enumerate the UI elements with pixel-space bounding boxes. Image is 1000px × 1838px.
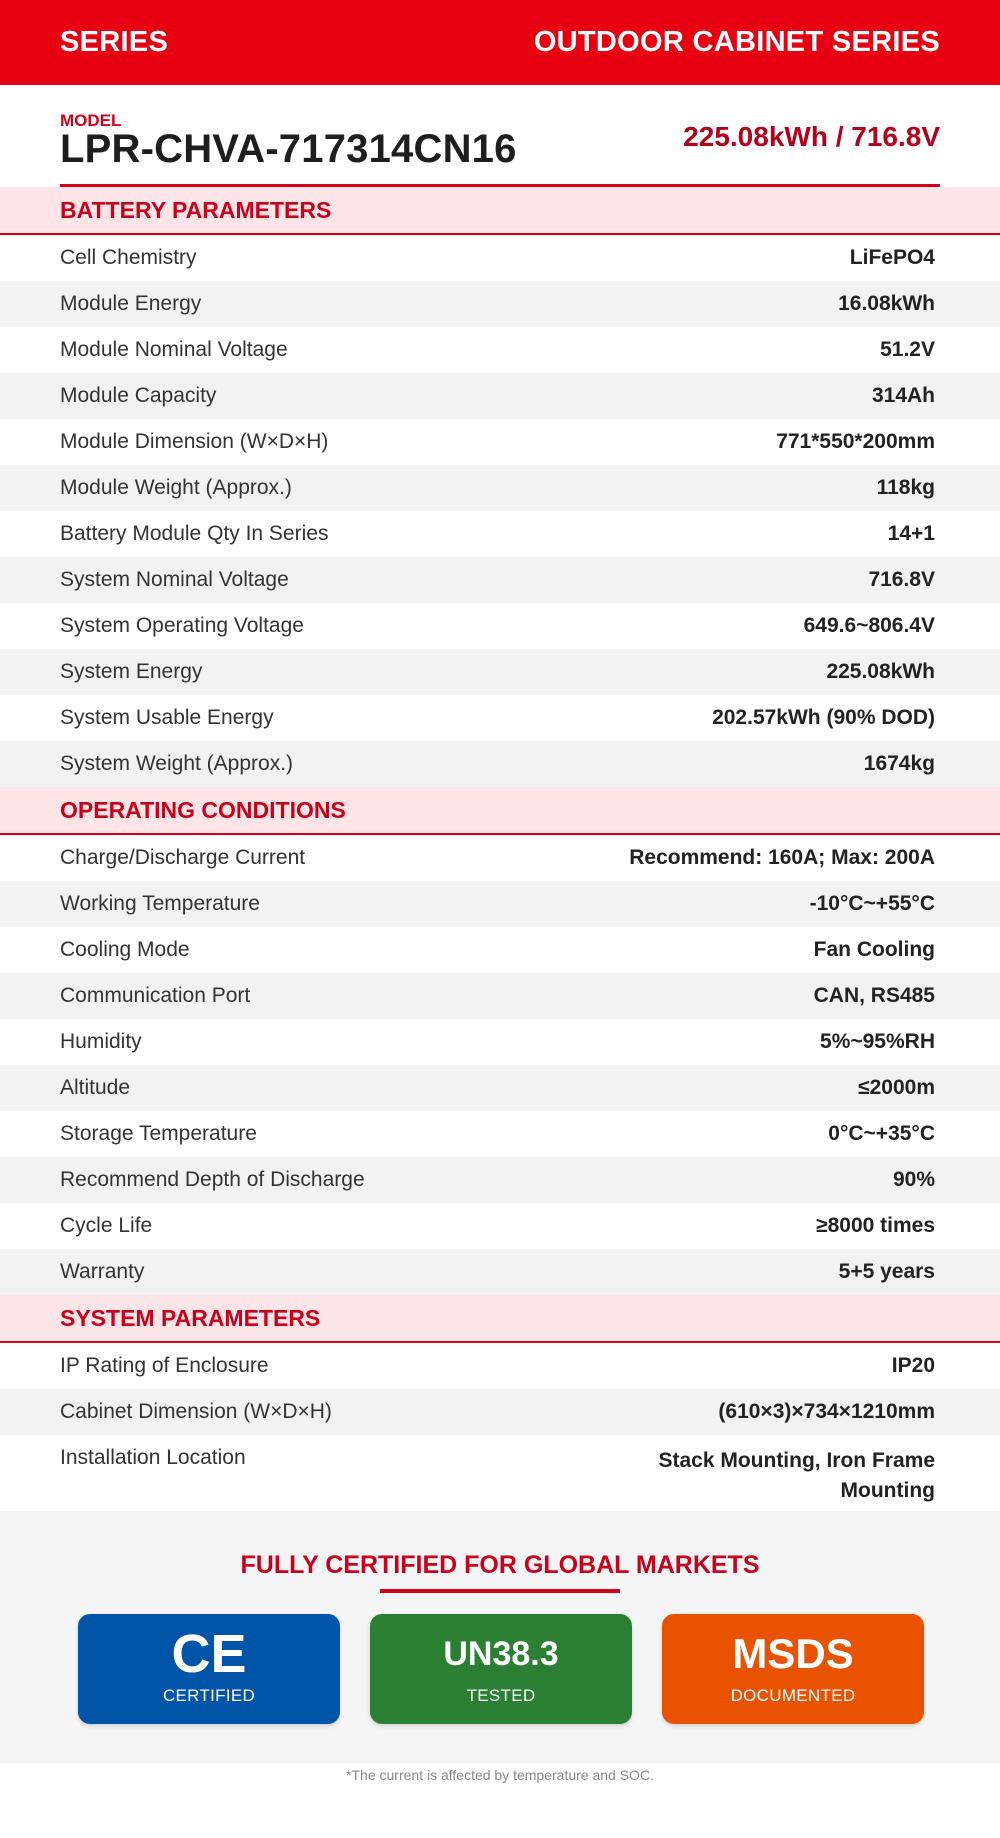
row-value: CAN, RS485 [813, 984, 935, 1007]
badge-main: CE [171, 1624, 247, 1684]
row-label: System Nominal Voltage [60, 568, 289, 591]
section-title: BATTERY PARAMETERS [60, 196, 332, 223]
table-row [0, 1157, 1000, 1203]
row-value: 716.8V [868, 568, 935, 591]
row-value: -10°C~+55°C [809, 892, 935, 915]
row-label: Cycle Life [60, 1214, 153, 1237]
row-value: 0°C~+35°C [828, 1122, 935, 1145]
row-label: System Energy [60, 660, 203, 683]
footnote: *The current is affected by temperature and SOC. [346, 1767, 654, 1783]
table-row [0, 511, 1000, 557]
table-row [0, 927, 1000, 973]
table-row [0, 649, 1000, 695]
un383-badge [370, 1614, 632, 1724]
table-row [0, 603, 1000, 649]
ce-badge [78, 1614, 340, 1724]
certifications-title: FULLY CERTIFIED FOR GLOBAL MARKETS [240, 1551, 760, 1579]
model-spec: 225.08kWh / 716.8V [683, 121, 940, 152]
table-row [0, 281, 1000, 327]
table-row [0, 557, 1000, 603]
row-label: Communication Port [60, 984, 251, 1007]
row-label: Altitude [60, 1076, 131, 1099]
row-label: Battery Module Qty In Series [60, 522, 329, 545]
table-row [0, 1249, 1000, 1295]
row-label: Installation Location [60, 1446, 246, 1469]
row-value: 771*550*200mm [776, 430, 935, 453]
row-label: Warranty [60, 1260, 145, 1283]
header-series-name: OUTDOOR CABINET SERIES [533, 26, 940, 58]
section-header-operating [0, 787, 1000, 835]
row-label: Humidity [60, 1030, 142, 1053]
table-row [0, 695, 1000, 741]
table-row [0, 1389, 1000, 1435]
operating-conditions-table [0, 835, 1000, 1295]
row-value: 202.57kWh (90% DOD) [712, 706, 935, 729]
certifications-panel [0, 1511, 1000, 1763]
table-row [0, 881, 1000, 927]
row-value: LiFePO4 [849, 246, 935, 269]
table-row [0, 1203, 1000, 1249]
table-row [0, 1343, 1000, 1389]
badge-main: MSDS [732, 1630, 854, 1677]
row-value: 225.08kWh [826, 660, 935, 683]
row-value: 118kg [876, 476, 935, 499]
badge-sub: DOCUMENTED [730, 1686, 856, 1705]
badge-sub: CERTIFIED [162, 1686, 256, 1705]
table-row [0, 235, 1000, 281]
header-series-label: SERIES [60, 26, 169, 58]
row-label: IP Rating of Enclosure [60, 1354, 269, 1377]
table-row [0, 1435, 1000, 1511]
badge-main: UN38.3 [443, 1635, 559, 1673]
table-row [0, 973, 1000, 1019]
row-label: Cabinet Dimension (W×D×H) [60, 1400, 332, 1423]
row-value: 16.08kWh [838, 292, 935, 315]
row-value: Fan Cooling [813, 938, 935, 961]
system-parameters-table [0, 1343, 1000, 1511]
row-value: ≥8000 times [816, 1214, 935, 1237]
table-row [0, 1065, 1000, 1111]
table-row [0, 1111, 1000, 1157]
badge-sub: TESTED [466, 1686, 536, 1705]
table-row [0, 835, 1000, 881]
section-header-battery [0, 187, 1000, 235]
row-value: 51.2V [880, 338, 935, 361]
row-value: 1674kg [863, 752, 935, 775]
section-header-system [0, 1295, 1000, 1343]
table-row [0, 419, 1000, 465]
row-label: Module Weight (Approx.) [60, 476, 292, 499]
row-label: System Operating Voltage [60, 614, 304, 637]
model-name: LPR-CHVA-717314CN16 [60, 127, 517, 171]
row-label: Charge/Discharge Current [60, 846, 306, 869]
model-label: MODEL [60, 111, 122, 130]
battery-parameters-table [0, 235, 1000, 787]
row-value: (610×3)×734×1210mm [718, 1400, 935, 1423]
row-value: ≤2000m [858, 1076, 935, 1099]
row-label: Working Temperature [60, 892, 260, 915]
row-value: 5%~95%RH [820, 1030, 935, 1053]
row-value: 14+1 [887, 522, 935, 545]
row-value: Stack Mounting, Iron Frame Mounting [658, 1449, 935, 1502]
header-bar [0, 0, 1000, 85]
row-value: Recommend: 160A; Max: 200A [629, 846, 935, 869]
row-label: Module Energy [60, 292, 202, 315]
row-value: 5+5 years [838, 1260, 935, 1283]
table-row [0, 465, 1000, 511]
row-label: Module Nominal Voltage [60, 338, 288, 361]
row-label: Module Dimension (W×D×H) [60, 430, 329, 453]
table-row [0, 327, 1000, 373]
table-row [0, 1019, 1000, 1065]
row-label: Storage Temperature [60, 1122, 257, 1145]
row-label: Cooling Mode [60, 938, 190, 961]
row-value: IP20 [891, 1354, 935, 1377]
msds-badge [662, 1614, 924, 1724]
table-row [0, 373, 1000, 419]
row-value: 314Ah [871, 384, 935, 407]
row-value: 649.6~806.4V [803, 614, 935, 637]
row-label: Module Capacity [60, 384, 217, 407]
row-label: Recommend Depth of Discharge [60, 1168, 365, 1191]
certifications-underline [380, 1589, 620, 1593]
row-label: System Weight (Approx.) [60, 752, 294, 775]
model-block [60, 85, 940, 187]
row-label: System Usable Energy [60, 706, 274, 729]
row-value: 90% [892, 1168, 935, 1191]
row-label: Cell Chemistry [60, 246, 197, 269]
section-title: OPERATING CONDITIONS [60, 796, 346, 823]
table-row [0, 741, 1000, 787]
section-title: SYSTEM PARAMETERS [60, 1304, 321, 1331]
